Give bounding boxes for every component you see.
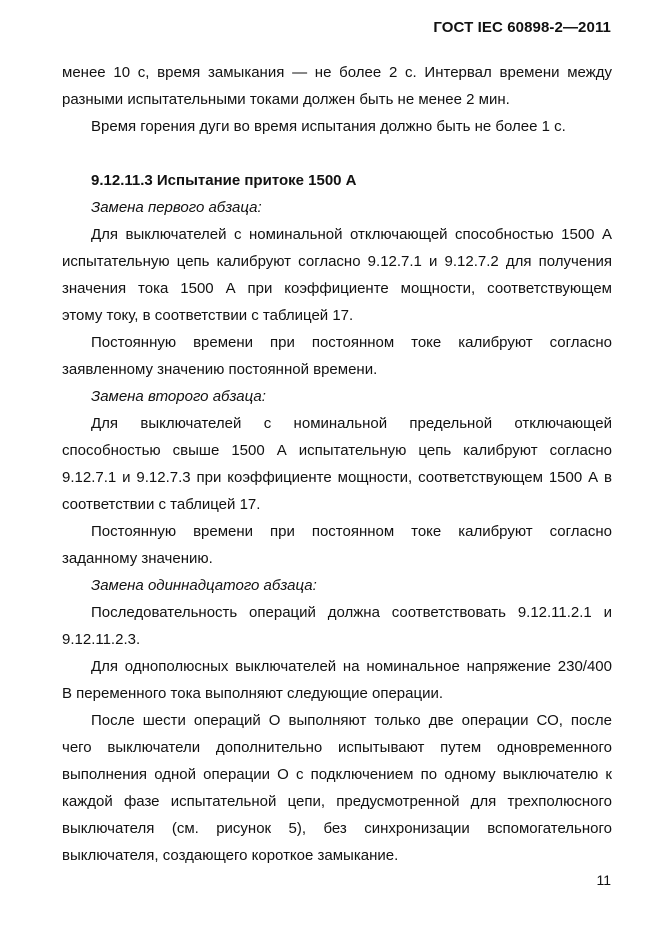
text-line: способностью свыше 1500 А испытательную цепь калибруют согласно (62, 442, 612, 459)
amendment-note-eleventh: Замена одиннадцатого абзаца: (91, 577, 317, 594)
section-heading: 9.12.11.3 Испытание притоке 1500 А (91, 172, 357, 189)
paragraph-calibration-1500 (62, 221, 612, 329)
text-line: значения тока 1500 А при коэффициенте мощности, соответствующем (62, 280, 612, 297)
text-line: Для однополюсных выключателей на номинальное напряжение 230/400 (91, 658, 612, 675)
text-line: Последовательность операций должна соответствовать 9.12.11.2.1 и (91, 604, 612, 621)
text-line: После шести операций О выполняют только две операции СО, после (91, 712, 612, 729)
text-line: каждой фазе испытательной цепи, предусмотренной для трехполюсного (62, 793, 612, 810)
paragraph-calibration-above-1500 (62, 410, 612, 518)
text-line: менее 10 с, время замыкания — не более 2 с. Интервал времени между (62, 64, 612, 81)
text-line: выполнения одной операции О с подключением по одному выключателю к (62, 766, 612, 783)
paragraph-arc-time (62, 113, 612, 140)
paragraph-operation-sequence (62, 599, 612, 653)
text-line: заявленному значению постоянной времени. (62, 361, 378, 378)
text-line: выключателя (см. рисунок 5), без синхронизации вспомогательного (62, 820, 612, 837)
text-line: испытательную цепь калибруют согласно 9.12.7.1 и 9.12.7.2 для получения (62, 253, 612, 270)
text-line: Постоянную времени при постоянном токе калибруют согласно (91, 334, 612, 351)
document-header: ГОСТ IEC 60898-2—2011 (433, 19, 611, 36)
paragraph-single-pole (62, 653, 612, 707)
text-line: этому току, в соответствии с таблицей 17. (62, 307, 354, 324)
text-line: 9.12.7.1 и 9.12.7.3 при коэффициенте мощности, соответствующем 1500 А в (62, 469, 612, 486)
paragraph-time-constant-specified (62, 518, 612, 572)
text-line: Для выключателей с номинальной отключающей способностью 1500 А (91, 226, 612, 243)
amendment-note-first: Замена первого абзаца: (91, 199, 262, 216)
text-line: соответствии с таблицей 17. (62, 496, 261, 513)
paragraph-time-constant-declared (62, 329, 612, 383)
paragraph-continuation (62, 59, 612, 113)
text-line: Постоянную времени при постоянном токе калибруют согласно (91, 523, 612, 540)
document-body (62, 59, 612, 869)
text-line: заданному значению. (62, 550, 213, 567)
text-line: чего выключатели дополнительно испытывают путем одновременного (62, 739, 612, 756)
page-number: 11 (596, 872, 611, 888)
text-line: Для выключателей с номинальной предельной отключающей (91, 415, 612, 432)
text-line: выключателя, создающего короткое замыкание. (62, 847, 399, 864)
text-line: Время горения дуги во время испытания должно быть не более 1 с. (91, 118, 566, 135)
amendment-note-second: Замена второго абзаца: (91, 388, 266, 405)
text-line: В переменного тока выполняют следующие операции. (62, 685, 443, 702)
paragraph-operations-detail (62, 707, 612, 869)
text-line: 9.12.11.2.3. (62, 631, 141, 648)
text-line: разными испытательными токами должен быть не менее 2 мин. (62, 91, 510, 108)
